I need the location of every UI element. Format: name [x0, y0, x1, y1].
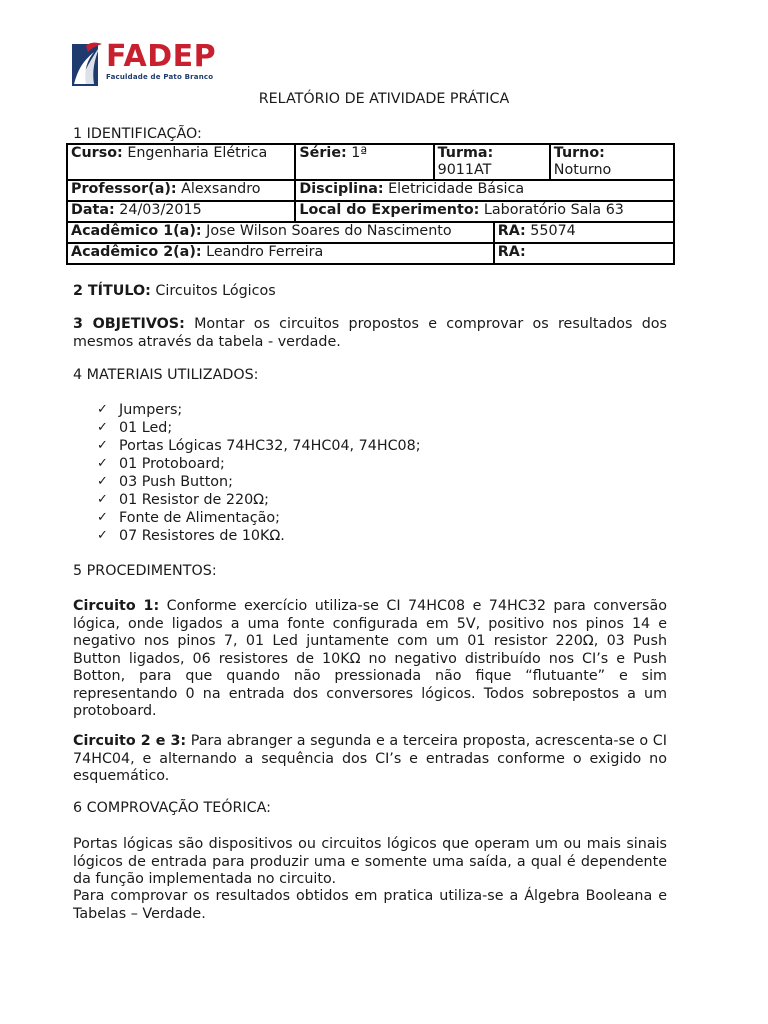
- list-item: ✓ 07 Resistores de 10KΩ.: [97, 528, 285, 544]
- materiais-list: [97, 401, 421, 545]
- objetivos-label: 3 OBJETIVOS:: [73, 316, 185, 332]
- list-item: ✓ 01 Resistor de 220Ω;: [97, 492, 269, 508]
- cell-turno: Turno: Noturno: [550, 144, 674, 180]
- objetivos-text: Montar os circuitos propostos e comprovar os resultados dos mesmos através da tabela - verdade.: [73, 316, 667, 350]
- list-item: ✓ 01 Protoboard;: [97, 456, 225, 472]
- logo-subtitle: Faculdade de Pato Branco: [106, 73, 214, 81]
- circuito-1-paragraph: [73, 598, 667, 721]
- cell-local: Local do Experimento: Laboratório Sala 63: [295, 201, 674, 222]
- cell-serie: Série: 1ª: [295, 144, 433, 180]
- checkmark-icon: ✓: [97, 528, 108, 543]
- cell-academico-2: Acadêmico 2(a): Leandro Ferreira: [67, 243, 494, 264]
- comprovacao-paragraph-2: Para comprovar os resultados obtidos em pratica utiliza-se a Álgebra Booleana e Tabelas – Verdade.: [73, 888, 667, 922]
- cell-turma: Turma: 9011AT: [434, 144, 550, 180]
- titulo-line: [73, 283, 276, 299]
- checkmark-icon: ✓: [97, 402, 108, 417]
- list-item: ✓ Fonte de Alimentação;: [97, 510, 280, 526]
- table-row: [67, 222, 674, 243]
- fadep-logo: [72, 39, 217, 86]
- checkmark-icon: ✓: [97, 420, 108, 435]
- logo-name: FADEP: [106, 39, 217, 74]
- cell-academico-1: Acadêmico 1(a): Jose Wilson Soares do Nascimento: [67, 222, 494, 243]
- titulo-value: Circuitos Lógicos: [150, 283, 276, 299]
- circuito-2-3-label: Circuito 2 e 3:: [73, 733, 187, 749]
- circuito-1-text: Conforme exercício utiliza-se CI 74HC08 e 74HC32 para conversão lógica, onde ligados a uma fonte configurada em 5V, positivo nos pinos 14 e negativo nos pinos 7, 01 Led juntamente com um 01 resistor 220Ω, 03 Push Button ligados, 06 resistores de 10KΩ no negativo distribuído nos CI’s e Push Botton, para que quando não pressionada não fique “flutuante” e sim representando 0 na entrada dos conversores lógicos. Todos sobrepostos a um protoboard.: [73, 598, 667, 719]
- checkmark-icon: ✓: [97, 474, 108, 489]
- procedimentos-heading: 5 PROCEDIMENTOS:: [73, 563, 217, 579]
- checkmark-icon: ✓: [97, 492, 108, 507]
- list-item: ✓ 03 Push Button;: [97, 474, 233, 490]
- circuito-2-3-text: Para abranger a segunda e a terceira proposta, acrescenta-se o CI 74HC04, e alternando a sequência dos CI’s e entradas conforme o exigido no esquemático.: [73, 733, 667, 784]
- circuito-2-3-paragraph: [73, 733, 667, 786]
- cell-ra-2: RA:: [494, 243, 674, 264]
- cell-ra-1: RA: 55074: [494, 222, 674, 243]
- comprovacao-paragraph-1: Portas lógicas são dispositivos ou circuitos lógicos que operam um ou mais sinais lógicos de entrada para produzir uma e somente uma saída, a qual é dependente da função implementada no circuito.: [73, 836, 667, 887]
- cell-data: Data: 24/03/2015: [67, 201, 295, 222]
- cell-professor: Professor(a): Alexsandro: [67, 180, 295, 201]
- document-title: RELATÓRIO DE ATIVIDADE PRÁTICA: [258, 91, 510, 107]
- cell-curso: Curso: Engenharia Elétrica: [67, 144, 295, 180]
- materiais-heading: 4 MATERIAIS UTILIZADOS:: [73, 367, 259, 383]
- table-row: [67, 201, 674, 222]
- comprovacao-heading: 6 COMPROVAÇÃO TEÓRICA:: [73, 800, 271, 816]
- identification-heading: 1 IDENTIFICAÇÃO:: [73, 126, 202, 142]
- fadep-emblem-icon: [72, 42, 102, 86]
- list-item: ✓ Portas Lógicas 74HC32, 74HC04, 74HC08;: [97, 438, 421, 454]
- checkmark-icon: ✓: [97, 510, 108, 525]
- list-item: ✓ Jumpers;: [97, 402, 183, 418]
- checkmark-icon: ✓: [97, 438, 108, 453]
- titulo-label: 2 TÍTULO:: [73, 283, 151, 299]
- objetivos-paragraph: [73, 316, 667, 351]
- table-row: [67, 180, 674, 201]
- list-item: ✓ 01 Led;: [97, 420, 173, 436]
- identification-table: [66, 143, 675, 265]
- circuito-1-label: Circuito 1:: [73, 598, 160, 614]
- cell-disciplina: Disciplina: Eletricidade Básica: [295, 180, 674, 201]
- table-row: [67, 144, 674, 180]
- checkmark-icon: ✓: [97, 456, 108, 471]
- table-row: [67, 243, 674, 264]
